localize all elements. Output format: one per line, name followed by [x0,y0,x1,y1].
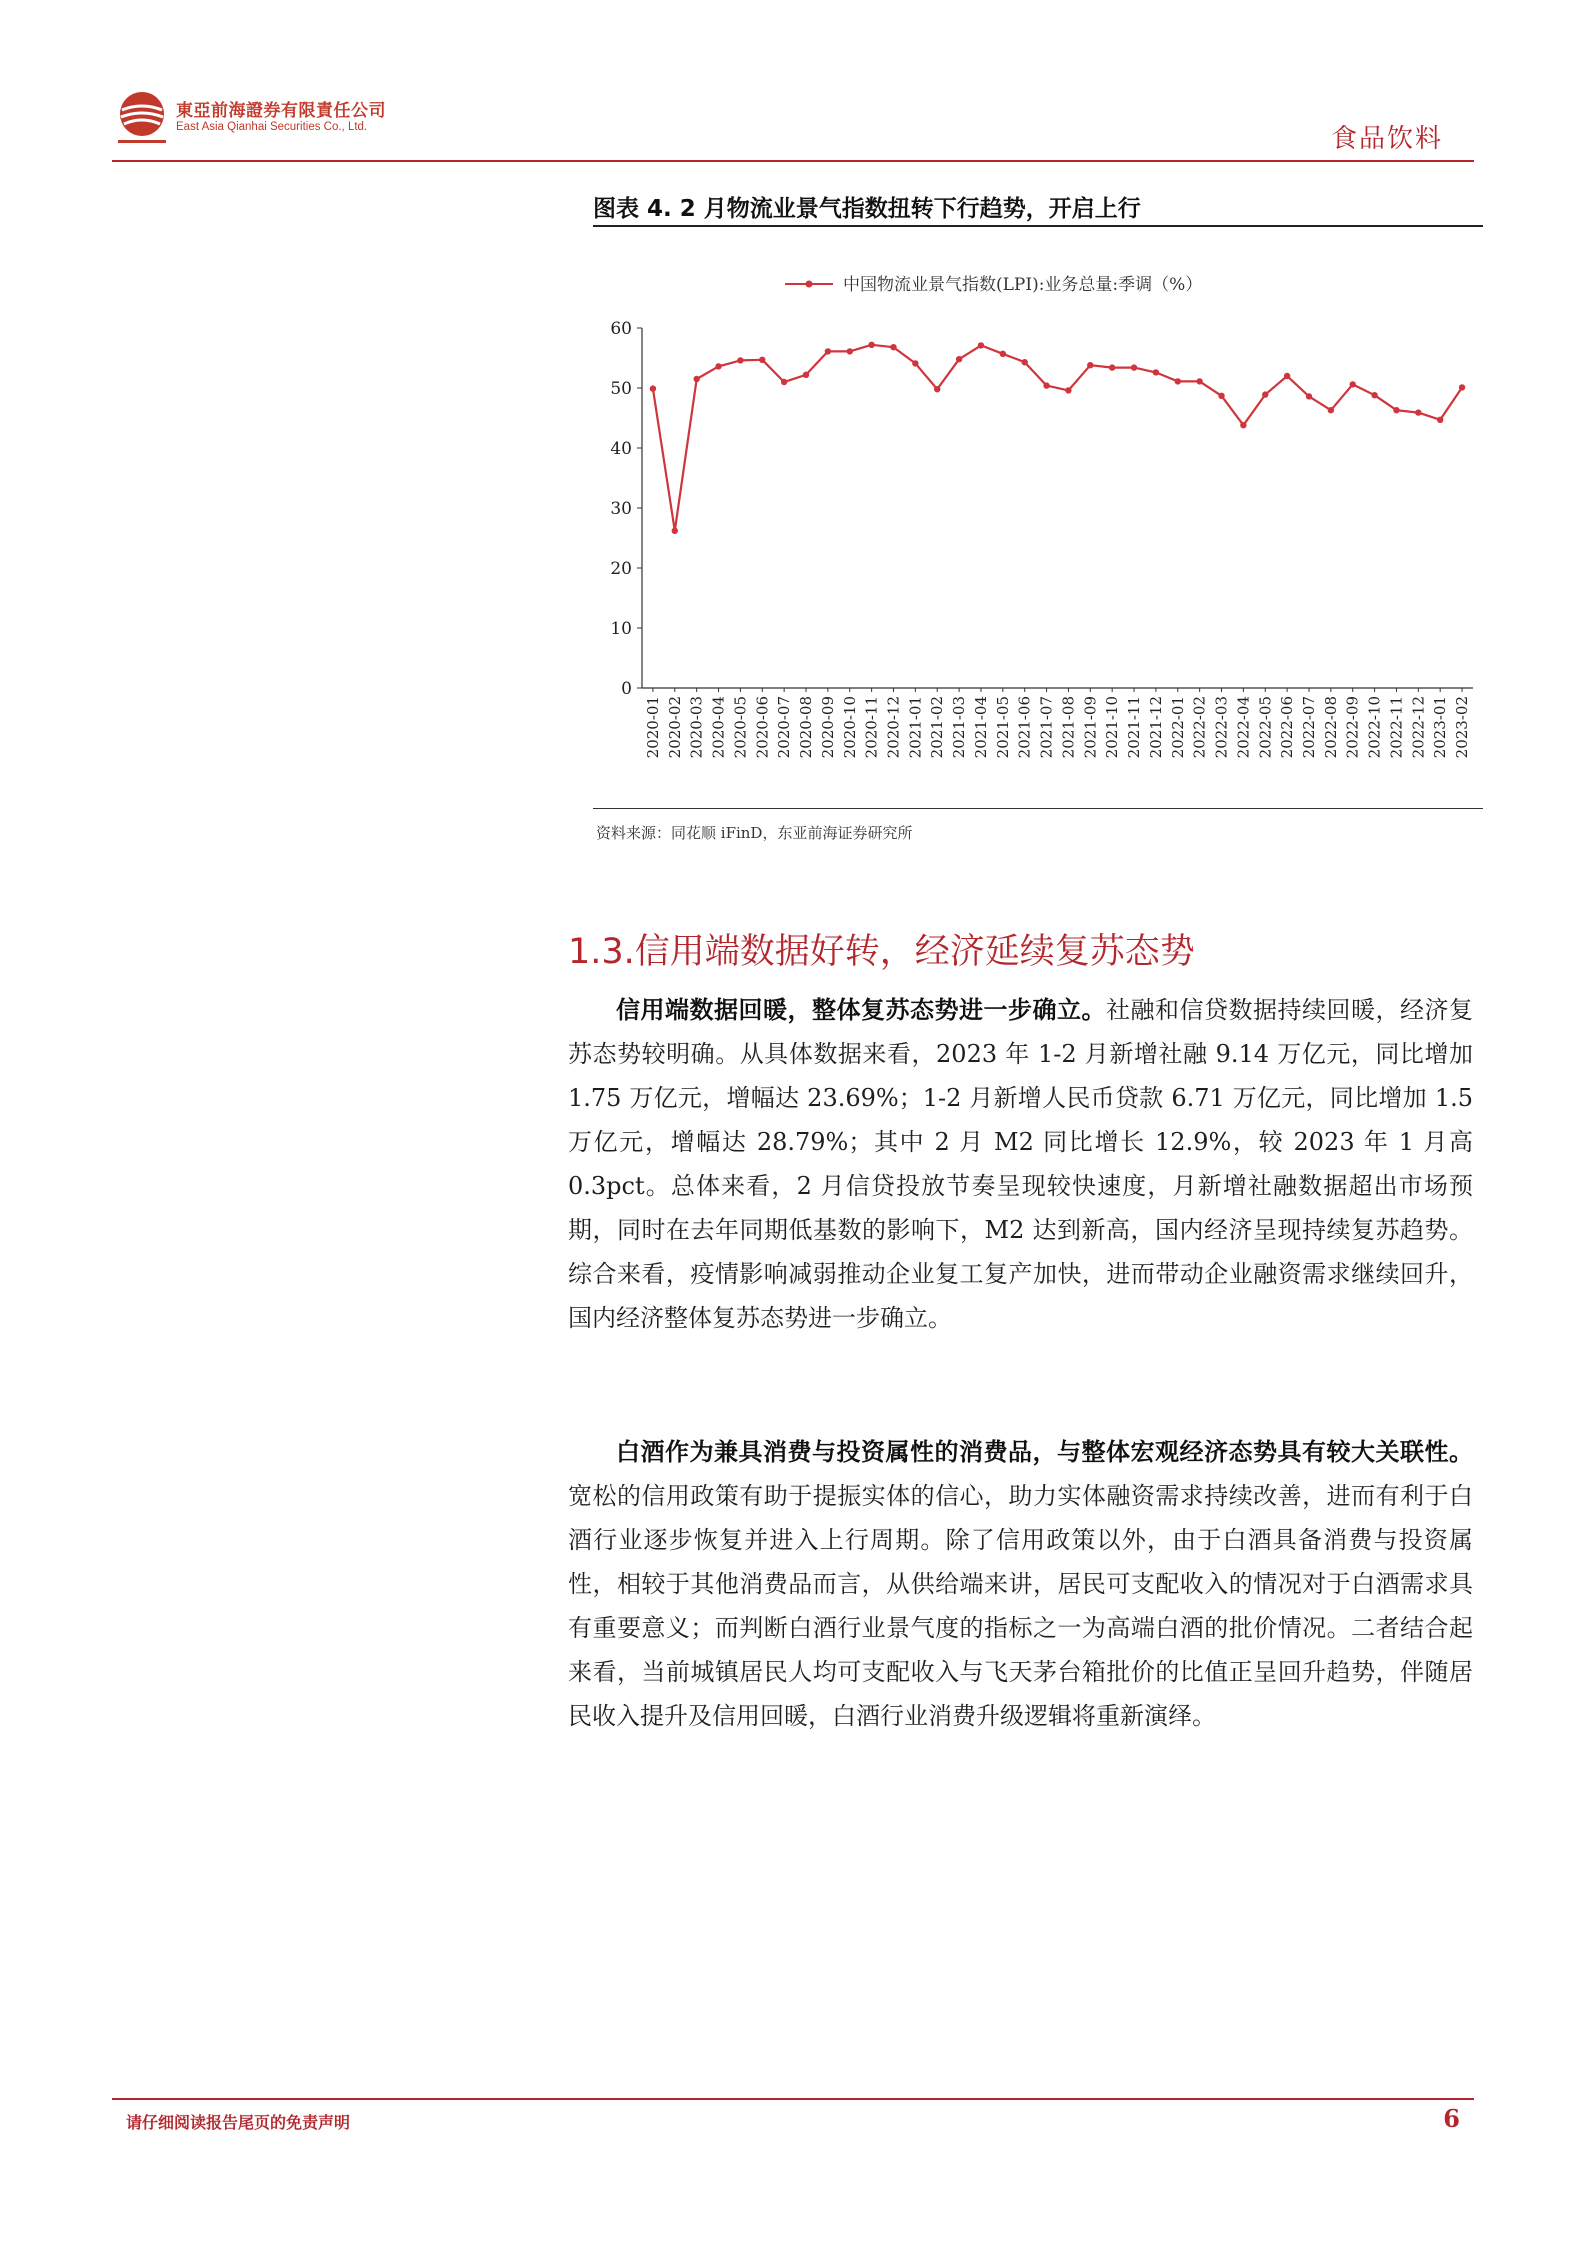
x-tick-label: 2022-09 [1343,696,1362,759]
data-point [1284,373,1290,379]
data-point [1087,362,1093,368]
data-point [1437,417,1443,423]
x-tick-label: 2022-04 [1234,696,1253,759]
data-point [737,357,743,363]
data-point [825,348,831,354]
x-tick-label: 2022-08 [1321,696,1340,759]
x-tick-label: 2020-03 [687,696,706,759]
x-tick-label: 2021-11 [1125,696,1144,759]
x-tick-label: 2021-02 [928,696,947,759]
series-line [653,345,1462,531]
x-tick-label: 2020-04 [709,696,728,759]
x-tick-label: 2021-07 [1037,696,1056,759]
y-tick-label: 20 [610,559,632,579]
y-tick-label: 10 [610,619,632,639]
data-point [1371,392,1377,398]
data-point [1328,407,1334,413]
x-tick-label: 2020-02 [665,696,684,759]
x-axis [642,688,1473,758]
x-tick-label: 2020-12 [884,696,903,759]
x-tick-label: 2021-12 [1146,696,1165,759]
y-tick-label: 30 [610,499,632,519]
section-heading: 1.3.信用端数据好转，经济延续复苏态势 [568,932,1195,972]
y-tick-label: 40 [610,439,632,459]
x-tick-label: 2020-07 [775,696,794,759]
x-tick-label: 2020-05 [731,696,750,759]
y-tick-label: 50 [610,379,632,399]
chart-legend [785,275,1202,295]
x-tick-label: 2023-01 [1431,696,1450,759]
x-tick-label: 2023-02 [1453,696,1472,759]
data-point [1175,378,1181,384]
x-tick-label: 2022-03 [1212,696,1231,759]
data-point [847,348,853,354]
data-point [1065,387,1071,393]
data-point [672,528,678,534]
x-tick-label: 2022-05 [1256,696,1275,759]
x-tick-label: 2021-05 [993,696,1012,759]
y-axis [610,319,642,699]
paragraph-baijiu-lead: 白酒作为兼具消费与投资属性的消费品，与整体宏观经济态势具有较大关联性。 [616,1437,1473,1466]
data-point [1021,359,1027,365]
data-point [1153,369,1159,375]
paragraph-baijiu [568,1430,1473,1738]
data-point [1043,382,1049,388]
data-point [1196,378,1202,384]
legend-marker [806,281,813,288]
data-point [1306,393,1312,399]
x-tick-label: 2022-11 [1387,696,1406,759]
x-tick-label: 2020-06 [753,696,772,759]
data-point [781,379,787,385]
data-point [1109,364,1115,370]
x-tick-label: 2020-01 [643,696,662,759]
x-tick-label: 2021-10 [1103,696,1122,759]
data-point [715,363,721,369]
company-name-cn: 東亞前海證券有限責任公司 [176,101,386,121]
figure-source: 资料来源：同花顺 iFinD，东亚前海证券研究所 [596,824,913,842]
legend-label: 中国物流业景气指数(LPI):业务总量:季调（%） [843,275,1203,295]
x-tick-label: 2021-09 [1081,696,1100,759]
x-tick-label: 2021-04 [971,696,990,759]
data-point [1415,409,1421,415]
paragraph-baijiu-body: 宽松的信用政策有助于提振实体的信心，助力实体融资需求持续改善，进而有利于白酒行业逐步恢复并进入上行周期。除了信用政策以外，由于白酒具备消费与投资属性，相较于其他消费品而言，从供给端来讲，居民可支配收入的情况对于白酒需求具有重要意义；而判断白酒行业景气度的指标之一为高端白酒的批价情况。二者结合起来看，当前城镇居民人均可支配收入与飞天茅台箱批价的比值正呈回升趋势，伴随居民收入提升及信用回暖，白酒行业消费升级逻辑将重新演绎。 [568,1482,1473,1730]
figure-bottom-rule [593,808,1483,809]
footer-divider [112,2098,1474,2100]
x-tick-label: 2021-08 [1059,696,1078,759]
y-tick-label: 0 [621,679,632,699]
paragraph-credit-lead: 信用端数据回暖，整体复苏态势进一步确立。 [616,995,1106,1024]
figure-top-rule [593,225,1483,227]
x-tick-label: 2022-01 [1168,696,1187,759]
data-point [934,386,940,392]
x-tick-label: 2022-06 [1278,696,1297,759]
lpi-line-chart [593,232,1483,800]
y-tick-label: 60 [610,319,632,339]
data-point [868,342,874,348]
x-tick-label: 2021-01 [906,696,925,759]
x-tick-label: 2022-07 [1299,696,1318,759]
figure-title: 图表 4. 2 月物流业景气指数扭转下行趋势，开启上行 [593,196,1141,222]
company-logo-icon [112,88,172,148]
x-tick-label: 2021-06 [1015,696,1034,759]
footer-disclaimer: 请仔细阅读报告尾页的免责声明 [126,2113,351,2132]
data-point [1218,393,1224,399]
x-tick-label: 2021-03 [950,696,969,759]
x-tick-label: 2022-12 [1409,696,1428,759]
plot-area [650,342,1466,534]
data-point [1393,407,1399,413]
x-tick-label: 2020-09 [818,696,837,759]
data-point [978,342,984,348]
data-point [1350,381,1356,387]
data-point [912,360,918,366]
paragraph-credit-body: 社融和信贷数据持续回暖，经济复苏态势较明确。从具体数据来看，2023 年 1-2 月新增社融 9.14 万亿元，同比增加 1.75 万亿元，增幅达 23.69%；1-2 月新增人民币贷款 6.71 万亿元，同比增加 1.5 万亿元，增幅达 28.79%；其中 2 月 M2 同比增长 12.9%，较 2023 年 1 月高 0.3pct。总体来看，2 月信贷投放节奏呈现较快速度，月新增社融数据超出市场预期，同时在去年同期低基数的影响下，M2 达到新高，国内经济呈现持续复苏趋势。综合来看，疫情影响减弱推动企业复工复产加快，进而带动企业融资需求继续回升，国内经济整体复苏态势进一步确立。 [568,996,1473,1332]
data-point [1240,422,1246,428]
x-tick-label: 2020-08 [797,696,816,759]
x-tick-label: 2022-02 [1190,696,1209,759]
company-name-en: East Asia Qianhai Securities Co., Ltd. [176,121,368,133]
data-point [693,376,699,382]
data-point [803,372,809,378]
data-point [1000,351,1006,357]
data-point [1262,391,1268,397]
data-point [650,385,656,391]
paragraph-credit [568,988,1473,1340]
x-tick-label: 2022-10 [1365,696,1384,759]
data-point [1459,384,1465,390]
x-tick-label: 2020-11 [862,696,881,759]
sector-label: 食品饮料 [1330,124,1443,154]
data-point [1131,364,1137,370]
x-tick-label: 2020-10 [840,696,859,759]
data-point [890,344,896,350]
page-number: 6 [1443,2104,1460,2133]
header-divider [112,160,1474,162]
data-point [759,357,765,363]
data-point [956,356,962,362]
